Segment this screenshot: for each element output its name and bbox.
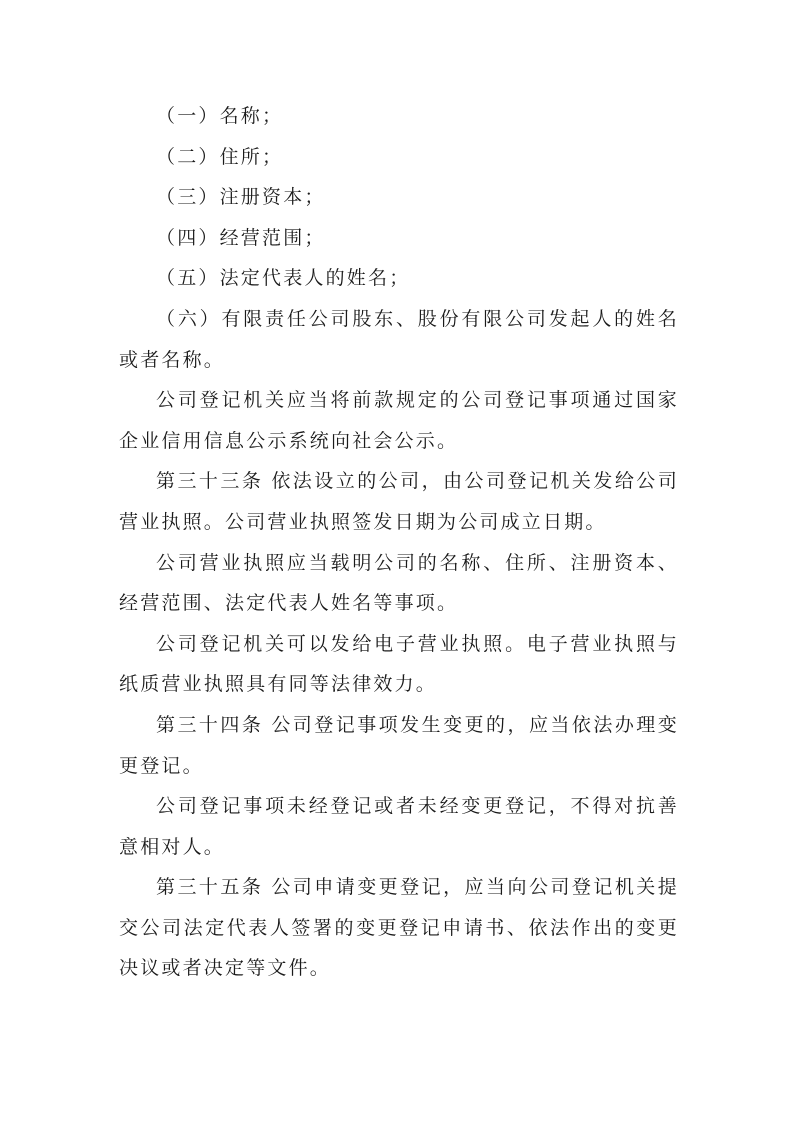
paragraph-text: 公司登记事项发生变更的，应当依法办理变更登记。 [119, 713, 679, 777]
paragraph-public-disclosure [119, 380, 679, 461]
paragraph-text: 公司营业执照应当载明公司的名称、住所、注册资本、经营范围、法定代表人姓名等事项。 [119, 551, 679, 615]
list-item-name [119, 96, 679, 137]
paragraph-text: 公司登记机关应当将前款规定的公司登记事项通过国家企业信用信息公示系统向社会公示。 [119, 389, 679, 452]
paragraph-electronic-license [119, 624, 679, 705]
paragraph-text: 公司登记事项未经登记或者未经变更登记，不得对抗善意相对人。 [119, 795, 679, 858]
paragraph-text: （一）名称； [156, 105, 284, 127]
paragraph-text: 公司申请变更登记，应当向公司登记机关提交公司法定代表人签署的变更登记申请书、依法作出的变更决议或者决定等文件。 [119, 876, 679, 980]
paragraph-text: （三）注册资本； [156, 186, 326, 209]
list-item-domicile [119, 137, 679, 178]
article-number: 第三十四条 [156, 713, 264, 736]
list-item-legal-representative [119, 258, 679, 299]
paragraph-bona-fide-third-party [119, 786, 679, 867]
paragraph-text: （四）经营范围； [156, 226, 326, 249]
list-item-registered-capital [119, 177, 679, 218]
paragraph-text: （二）住所； [156, 145, 284, 168]
document-body [119, 96, 679, 989]
paragraph-license-contents [119, 543, 679, 624]
paragraph-text: （五）法定代表人的姓名； [156, 267, 411, 290]
article-number: 第三十五条 [156, 876, 264, 899]
paragraph-text: （六）有限责任公司股东、股份有限公司发起人的姓名或者名称。 [119, 307, 679, 371]
article-number: 第三十三条 [156, 470, 264, 493]
paragraph-text: 依法设立的公司，由公司登记机关发给公司营业执照。公司营业执照签发日期为公司成立日期。 [119, 470, 679, 533]
paragraph-text: 公司登记机关可以发给电子营业执照。电子营业执照与纸质营业执照具有同等法律效力。 [119, 632, 679, 696]
list-item-shareholders [119, 299, 679, 380]
list-item-business-scope [119, 218, 679, 259]
article-35 [119, 867, 679, 989]
article-34 [119, 705, 679, 786]
article-33 [119, 461, 679, 542]
